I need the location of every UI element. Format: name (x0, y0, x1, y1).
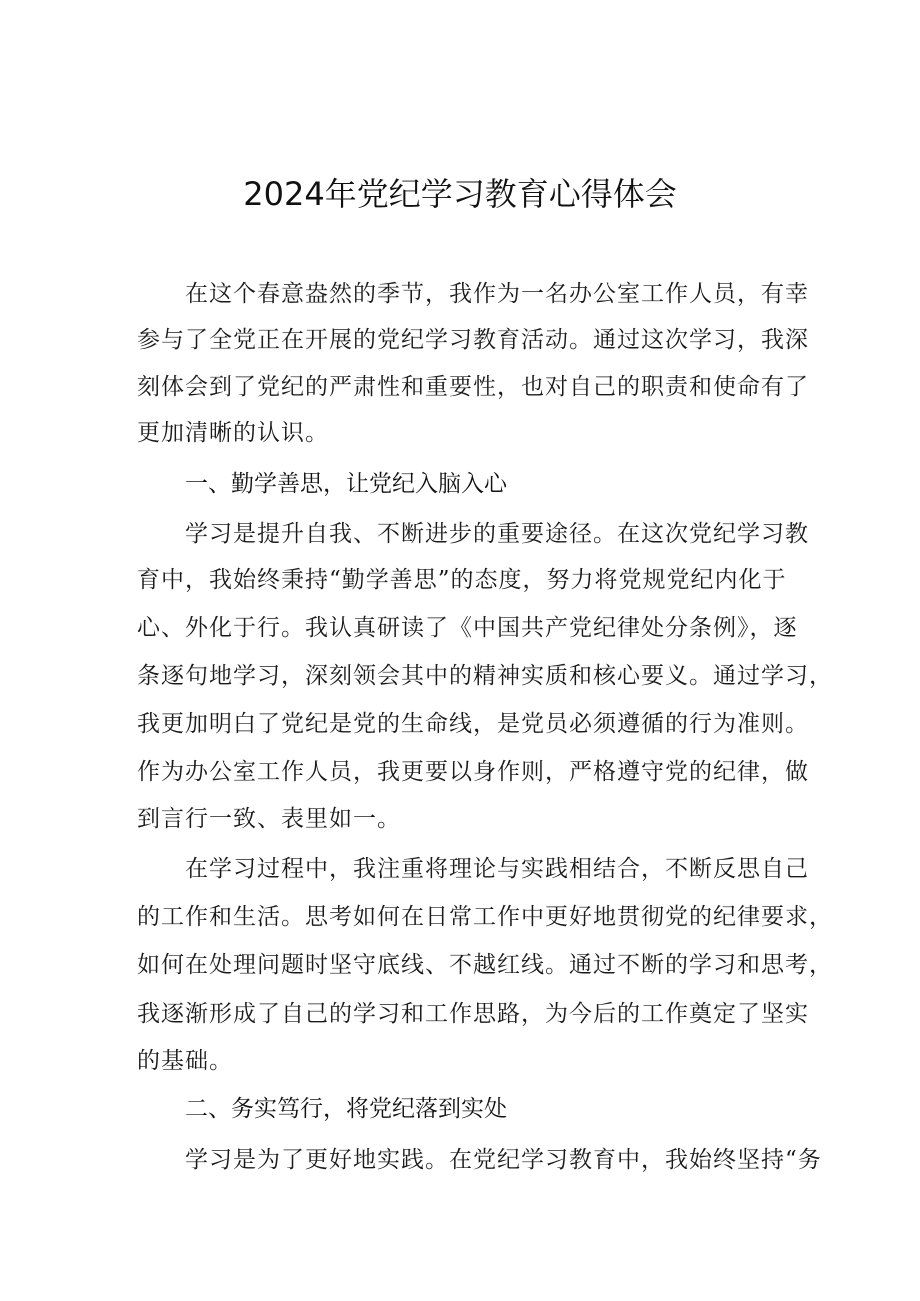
paragraph-line: 在这个春意盎然的季节，我作为一名办公室工作人员，有幸 (185, 281, 809, 307)
paragraph-line: 到言行一致、表里如一。 (137, 806, 401, 832)
paragraph-line: 作为办公室工作人员，我更要以身作则，严格遵守党的纪律，做 (137, 759, 809, 785)
paragraph-line: 学习是为了更好地实践。在党纪学习教育中，我始终坚持“务 (185, 1147, 822, 1173)
paragraph-line: 我逐渐形成了自己的学习和工作思路，为今后的工作奠定了坚实 (137, 1001, 809, 1027)
paragraph-line: 参与了全党正在开展的党纪学习教育活动。通过这次学习，我深 (137, 327, 809, 353)
paragraph-line: 更加清晰的认识。 (137, 420, 329, 446)
paragraph-line: 条逐句地学习，深刻领会其中的精神实质和核心要义。通过学习， (137, 663, 833, 689)
document-title: 2024年党纪学习教育心得体会 (243, 175, 677, 213)
paragraph-line: 在学习过程中，我注重将理论与实践相结合，不断反思自己 (185, 856, 809, 882)
paragraph-line: 刻体会到了党纪的严肃性和重要性，也对自己的职责和使命有了 (137, 374, 809, 400)
paragraph-line: 我更加明白了党纪是党的生命线，是党员必须遵循的行为准则。 (137, 711, 809, 737)
paragraph-line: 学习是提升自我、不断进步的重要途径。在这次党纪学习教 (185, 521, 809, 547)
section-heading: 二、务实笃行，将党纪落到实处 (185, 1096, 507, 1122)
paragraph-line: 如何在处理问题时坚守底线、不越红线。通过不断的学习和思考， (137, 952, 833, 978)
paragraph-line: 的工作和生活。思考如何在日常工作中更好地贯彻党的纪律要求， (137, 904, 833, 930)
paragraph-line: 的基础。 (137, 1048, 233, 1074)
paragraph-line: 育中，我始终秉持“勤学善思”的态度，努力将党规党纪内化于 (137, 567, 787, 593)
section-heading: 一、勤学善思，让党纪入脑入心 (185, 471, 507, 497)
paragraph-line: 心、外化于行。我认真研读了《中国共产党纪律处分条例》，逐 (137, 615, 798, 641)
